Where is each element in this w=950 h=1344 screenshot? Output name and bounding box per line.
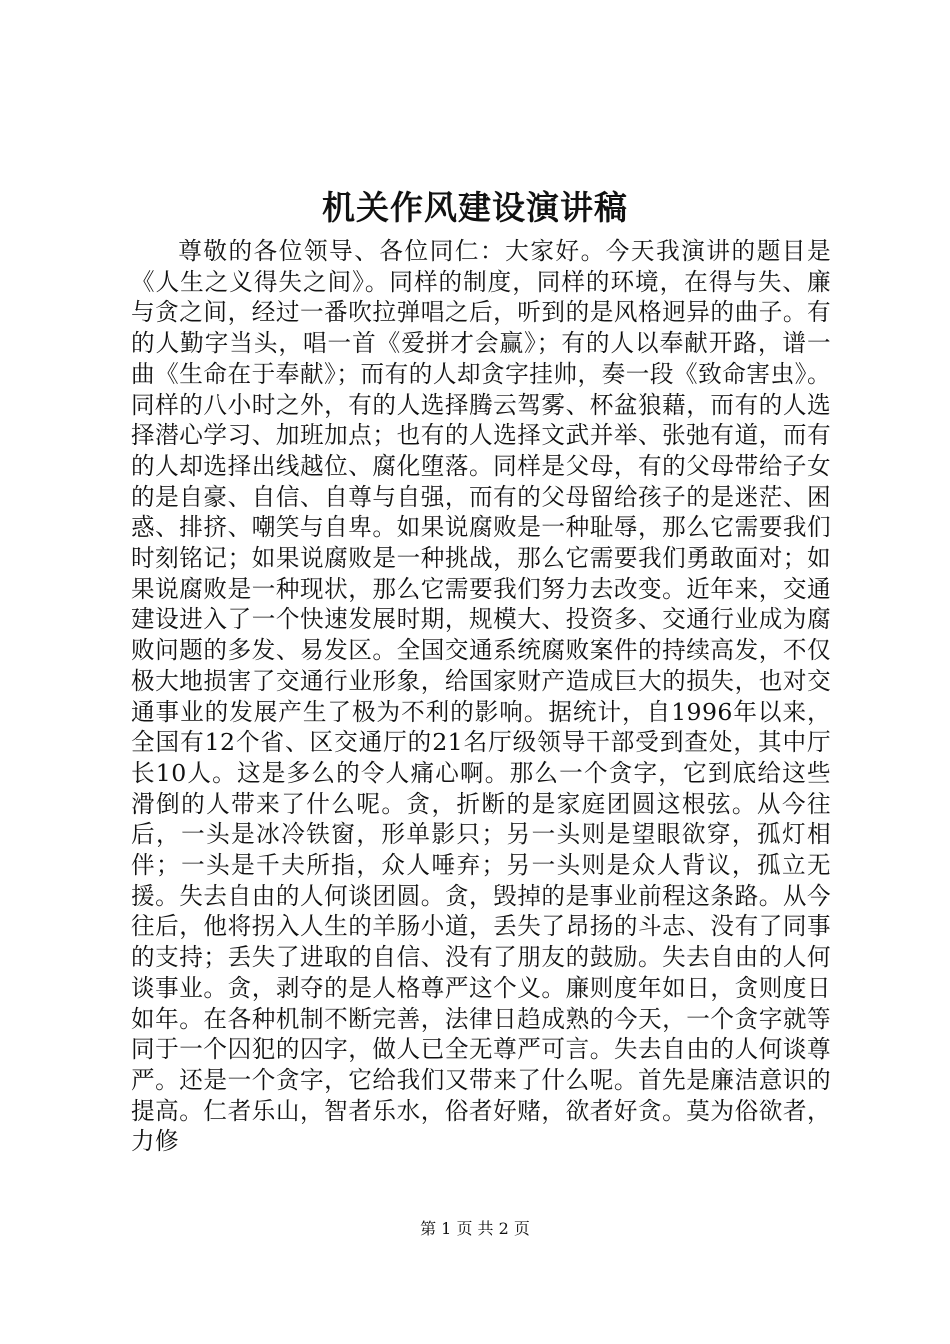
document-title: 机关作风建设演讲稿	[322, 188, 628, 227]
page-number-footer: 第 1 页 共 2 页	[420, 1219, 530, 1238]
document-body-paragraph: 尊敬的各位领导、各位同仁：大家好。今天我演讲的题目是《人生之义得失之间》。同样的制度，同样的环境，在得与失、廉与贪之间，经过一番吹拉弹唱之后，听到的是风格迥异的曲子。有的人勤字当头，唱一首《爱拼才会赢》；有的人以奉献开路，谱一曲《生命在于奉献》；而有的人却贪字挂帅，奏一段《致命害虫》。同样的八小时之外，有的人选择腾云驾雾、杯盆狼藉，而有的人选择潜心学习、加班加点；也有的人选择文武并举、张弛有道，而有的人却选择出线越位、腐化堕落。同样是父母，有的父母带给子女的是自豪、自信、自尊与自强，而有的父母留给孩子的是迷茫、困惑、排挤、嘲笑与自卑。如果说腐败是一种耻辱，那么它需要我们时刻铭记；如果说腐败是一种挑战，那么它需要我们勇敢面对；如果说腐败是一种现状，那么它需要我们努力去改变。近年来，交通建设进入了一个快速发展时期，规模大、投资多、交通行业成为腐败问题的多发、易发区。全国交通系统腐败案件的持续高发，不仅极大地损害了交通行业形象，给国家财产造成巨大的损失，也对交通事业的发展产生了极为不利的影响。据统计，自1996年以来，全国有12个省、区交通厅的21名厅级领导干部受到查处，其中厅长10人。这是多么的令人痛心啊。那么一个贪字，它到底给这些滑倒的人带来了什么呢。贪，折断的是家庭团圆这根弦。从今往后，一头是冰冷铁窗，形单影只；另一头则是望眼欲穿，孤灯相伴；一头是千夫所指，众人唾弃；另一头则是众人背议，孤立无援。失去自由的人何谈团圆。贪，毁掉的是事业前程这条路。从今往后，他将拐入人生的羊肠小道，丢失了昂扬的斗志、没有了同事的支持；丢失了进取的自信、没有了朋友的鼓励。失去自由的人何谈事业。贪，剥夺的是人格尊严这个义。廉则度年如日，贪则度日如年。在各种机制不断完善，法律日趋成熟的今天，一个贪字就等同于一个囚犯的囚字，做人已全无尊严可言。失去自由的人何谈尊严。还是一个贪字，它给我们又带来了什么呢。首先是廉洁意识的提高。仁者乐山，智者乐水，俗者好赌，欲者好贪。莫为俗欲者，力修	[131, 237, 831, 1156]
